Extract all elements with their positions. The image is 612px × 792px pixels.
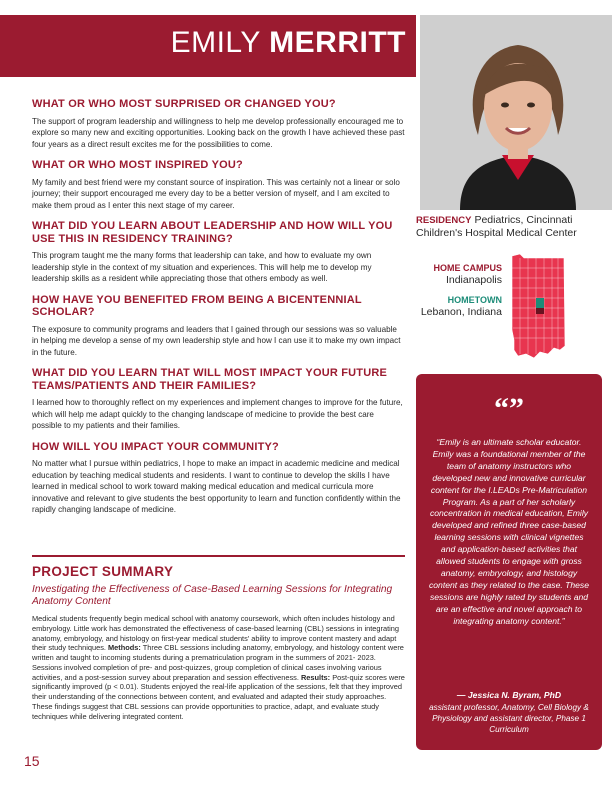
residency-info xyxy=(416,214,606,240)
qa-item xyxy=(32,159,405,211)
question-heading: WHAT OR WHO MOST INSPIRED YOU? xyxy=(32,159,243,171)
quote-icon: “” xyxy=(494,392,524,425)
qa-item xyxy=(32,98,405,150)
answer-text: My family and best friend were my constant source of inspiration. This was certainly not a linear or solo journey; their support encouraged me every day to be a better version of myself, and I am excited to make them proud as I enter this next stage of my career. xyxy=(32,177,400,210)
methods-text: Three CBL sessions including anatomy, embryology, and histology content were written and taught to incoming students during a prematriculation program in the summers of 2021- 2023. Sessions involved completion of pre- and post-quizzes, group completion of clinical cases involving various activities, and a post-session survey about preparation and session effectiveness. xyxy=(32,643,404,682)
qa-section xyxy=(32,98,405,525)
results-text: Post-quiz scores were significantly improved (p < 0.01). Students enjoyed the real-life application of the sessions, felt that they improved their understanding of the connections between content, and evaluated and adapted their study approaches. These findings suggest that CBL sessions can provide opportunities to practice, adapt, and evaluate study techniques while delivering integrated content. xyxy=(32,672,405,721)
portrait-photo xyxy=(416,15,612,210)
residency-label: RESIDENCY xyxy=(416,215,472,226)
qa-item xyxy=(32,441,405,516)
portrait-illustration xyxy=(420,15,612,210)
question-heading: HOW WILL YOU IMPACT YOUR COMMUNITY? xyxy=(32,440,279,453)
project-intro: Medical students frequently begin medical school with anatomy coursework, which often includes histology and embryology. Little work has demonstrated the effectiveness of case-based learning (CBL) sessions in integrating anatomy, embryology, and histology on first-year medical students' ability to improve content mastery and adapt their study techniques. xyxy=(32,614,399,653)
hometown-marker xyxy=(536,308,544,314)
answer-text: No matter what I pursue within pediatrics, I hope to make an impact in academic medicine and medical education by teaching medical students and residents. I want to continue to develop the skills I have learned in medical school to work toward making medical education and medical curricula more innovative and relevant to give students the best opportunity to learn and function confidently within the rapidly changing landscape of medicine. xyxy=(32,459,401,514)
last-name: MERRITT xyxy=(269,26,406,59)
question-heading: WHAT OR WHO MOST SURPRISED OR CHANGED YOU? xyxy=(32,98,336,110)
indiana-map-icon xyxy=(508,250,568,360)
qa-item xyxy=(32,367,405,432)
testimonial-author: — Jessica N. Byram, PhD xyxy=(456,690,562,700)
testimonial-text: “Emily is an ultimate scholar educator. Emily was a foundational member of the team of anatomy instructors who developed new and innovative curricular content for the I.LEADs Pre-Matriculation Program. As a part of her scholarly concentration in medical education, Emily developed and refined three case-based learning sessions with clinical vignettes and application-based activities that allowed students to engage with gross anatomy, embryology, and histology content as they related to the case. These sessions are highly rated by students and are an effective and novel approach to integrating anatomy content.” xyxy=(428,437,590,626)
section-divider xyxy=(32,555,405,557)
question-heading: WHAT DID YOU LEARN THAT WILL MOST IMPACT YOUR FUTURE TEAMS/PATIENTS AND THEIR FAMILIES? xyxy=(32,367,388,392)
testimonial-role: assistant professor, Anatomy, Cell Biology & Physiology and assistant director, Phase 1 Curriculum xyxy=(429,703,589,734)
answer-text: The exposure to community programs and leaders that I gained through our sessions was so valuable in helping me develop a sense of my own leadership style and how I can use it to make my own impact in the future. xyxy=(32,324,401,357)
qa-item xyxy=(32,220,405,285)
qa-item xyxy=(32,294,405,359)
residency-value: Pediatrics, Cincinnati Children's Hospital Medical Center xyxy=(416,214,577,239)
page-title xyxy=(171,26,406,60)
home-campus-value: Indianapolis xyxy=(445,274,502,286)
home-campus-label: HOME CAMPUS xyxy=(433,263,502,273)
question-heading: WHAT DID YOU LEARN ABOUT LEADERSHIP AND HOW WILL YOU USE THIS IN RESIDENCY TRAINING? xyxy=(32,220,393,245)
home-campus-marker xyxy=(536,298,544,308)
project-title: Investigating the Effectiveness of Case-Based Learning Sessions for Integrating Anatomy Content xyxy=(32,584,393,607)
page-number: 15 xyxy=(24,753,40,769)
results-label: Results: xyxy=(300,672,331,682)
answer-text: This program taught me the many forms that leadership can take, and how to evaluate my own leadership style in the context of my situation and experiences. This will help me to develop my leadership skills as a resident while appreciating those that others embody as well. xyxy=(32,251,372,283)
hometown-label: HOMETOWN xyxy=(447,295,502,305)
hometown-value: Lebanon, Indiana xyxy=(420,306,502,318)
methods-label: Methods: xyxy=(108,643,141,653)
answer-text: I learned how to thoroughly reflect on my experiences and implement changes to improve for the future, which will help me adapt quickly to the changing landscape of medicine to provide the best care possible to my patients and their families. xyxy=(32,398,403,430)
project-summary-heading: PROJECT SUMMARY xyxy=(32,564,174,579)
question-heading: HOW HAVE YOU BENEFITED FROM BEING A BICENTENNIAL SCHOLAR? xyxy=(32,293,362,318)
answer-text: The support of program leadership and willingness to help me develop professionally encouraged me to explore so many new and exciting opportunities. Looking back on the growth I have achieved these past four years as a direct result excites me for the possibilities to come. xyxy=(32,116,405,149)
first-name: EMILY xyxy=(170,26,261,59)
project-body xyxy=(32,614,405,721)
